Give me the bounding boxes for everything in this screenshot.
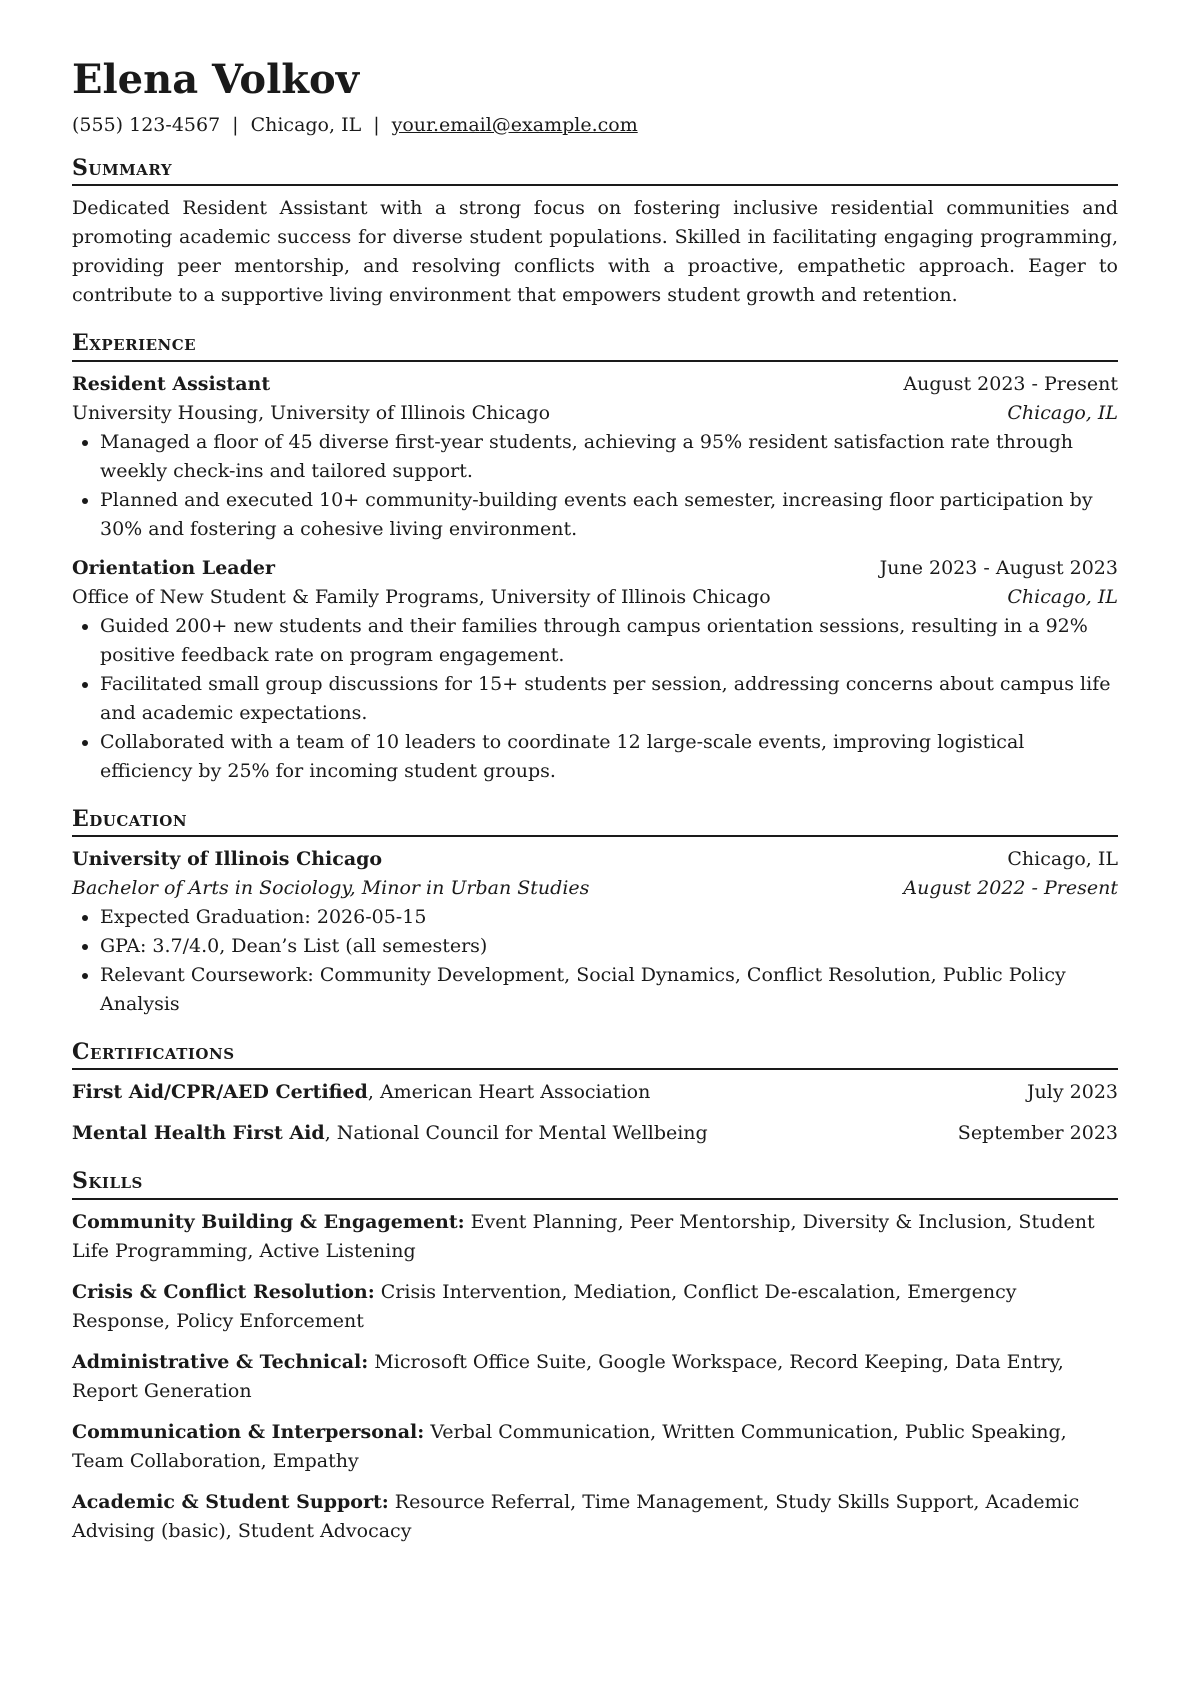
list-item: • Facilitated small group discussions for 15+ students per session, addressing concerns about campus life and academic expectations. [100,670,1118,728]
certifications-section [72,1039,1118,1148]
job-organization: Office of New Student & Family Programs, University of Illinois Chicago [72,585,771,608]
skill-group-label: Crisis & Conflict Resolution: [72,1280,375,1303]
school-row [72,845,1118,874]
certification-text [72,1119,708,1148]
skill-group [72,1418,1118,1476]
skill-group-items: Event Planning, Peer Mentorship, Diversity & Inclusion, Student Life Programming, Active Listening [72,1210,1095,1262]
job-bullets [72,428,1118,544]
certification-row [72,1078,1118,1107]
degree-row [72,874,1118,903]
phone-number: (555) 123-4567 [72,114,221,136]
skill-group-label: Communication & Interpersonal: [72,1420,425,1443]
job-dates: August 2023 - Present [903,372,1118,395]
section-title-skills: Skills [72,1168,1118,1199]
job-organization: University Housing, University of Illinois Chicago [72,401,551,424]
job-location: Chicago, IL [1007,401,1118,424]
certification-issuer: , National Council for Mental Wellbeing [324,1122,708,1145]
list-item: • Managed a floor of 45 diverse first-year students, achieving a 95% resident satisfaction rate through weekly check-ins and tailored support. [100,428,1118,486]
job-org-row [72,399,1118,428]
certification-date: September 2023 [957,1122,1118,1145]
job-role: Orientation Leader [72,556,276,579]
experience-entry [72,370,1118,544]
list-item: • Collaborated with a team of 10 leaders to coordinate 12 large-scale events, improving logistical efficiency by 25% for incoming student groups. [100,728,1118,786]
location: Chicago, IL [250,114,362,136]
certification-issuer: , American Heart Association [367,1081,651,1104]
summary-section [72,155,1118,310]
certification-text [72,1078,650,1107]
skill-group-items: Crisis Intervention, Mediation, Conflict De-escalation, Emergency Response, Policy Enforcement [72,1280,1017,1332]
certification-name: First Aid/CPR/AED Certified [72,1081,368,1104]
list-item: • Expected Graduation: 2026-05-15 [100,903,1118,932]
job-bullets [72,612,1118,786]
skill-group [72,1208,1118,1266]
skills-section [72,1168,1118,1545]
job-title-row [72,554,1118,583]
job-location: Chicago, IL [1007,585,1118,608]
section-title-education: Education [72,806,1118,837]
list-item: • Planned and executed 10+ community-building events each semester, increasing floor participation by 30% and fostering a cohesive living environment. [100,486,1118,544]
degree-name: Bachelor of Arts in Sociology, Minor in Urban Studies [72,876,590,899]
email-link[interactable]: your.email@example.com [391,114,638,136]
school-name: University of Illinois Chicago [72,847,383,870]
contact-separator: | [373,114,380,136]
list-item: • GPA: 3.7/4.0, Dean’s List (all semesters) [100,932,1118,961]
certification-name: Mental Health First Aid [72,1122,325,1145]
skill-group [72,1488,1118,1546]
skill-group-items: Verbal Communication, Written Communication, Public Speaking, Team Collaboration, Empathy [72,1420,1067,1472]
job-role: Resident Assistant [72,372,271,395]
job-title-row [72,370,1118,399]
education-section [72,806,1118,1019]
experience-entry [72,554,1118,786]
skill-group-label: Community Building & Engagement: [72,1210,465,1233]
skill-group-label: Academic & Student Support: [72,1490,389,1513]
skill-group-label: Administrative & Technical: [72,1350,369,1373]
certification-date: July 2023 [1026,1081,1118,1104]
degree-dates: August 2022 - Present [903,876,1118,899]
skill-group [72,1348,1118,1406]
experience-section [72,330,1118,785]
skill-group-items: Microsoft Office Suite, Google Workspace, Record Keeping, Data Entry, Report Generation [72,1350,1064,1402]
school-location: Chicago, IL [1007,847,1118,870]
job-dates: June 2023 - August 2023 [879,556,1118,579]
summary-text: Dedicated Resident Assistant with a strong focus on fostering inclusive residential communities and promoting academic success for diverse student populations. Skilled in facilitating engaging programming, providing peer mentorship, and resolving conflicts with a proactive, empathetic approach. Eager to contribute to a supportive living environment that empowers student growth and retention. [72,197,1118,307]
section-title-certifications: Certifications [72,1039,1118,1070]
job-org-row [72,583,1118,612]
contact-separator: | [232,114,239,136]
list-item: • Guided 200+ new students and their families through campus orientation sessions, resulting in a 92% positive feedback rate on program engagement. [100,612,1118,670]
section-title-experience: Experience [72,330,1118,361]
contact-line [72,114,1118,137]
candidate-name: Elena Volkov [72,56,359,103]
section-title-summary: Summary [72,155,1118,186]
skill-group-items: Resource Referral, Time Management, Study Skills Support, Academic Advising (basic), Student Advocacy [72,1490,1080,1542]
certification-row [72,1119,1118,1148]
resume-header [72,58,1118,137]
skill-group [72,1278,1118,1336]
education-bullets [72,903,1118,1019]
list-item: • Relevant Coursework: Community Development, Social Dynamics, Conflict Resolution, Public Policy Analysis [100,961,1118,1019]
